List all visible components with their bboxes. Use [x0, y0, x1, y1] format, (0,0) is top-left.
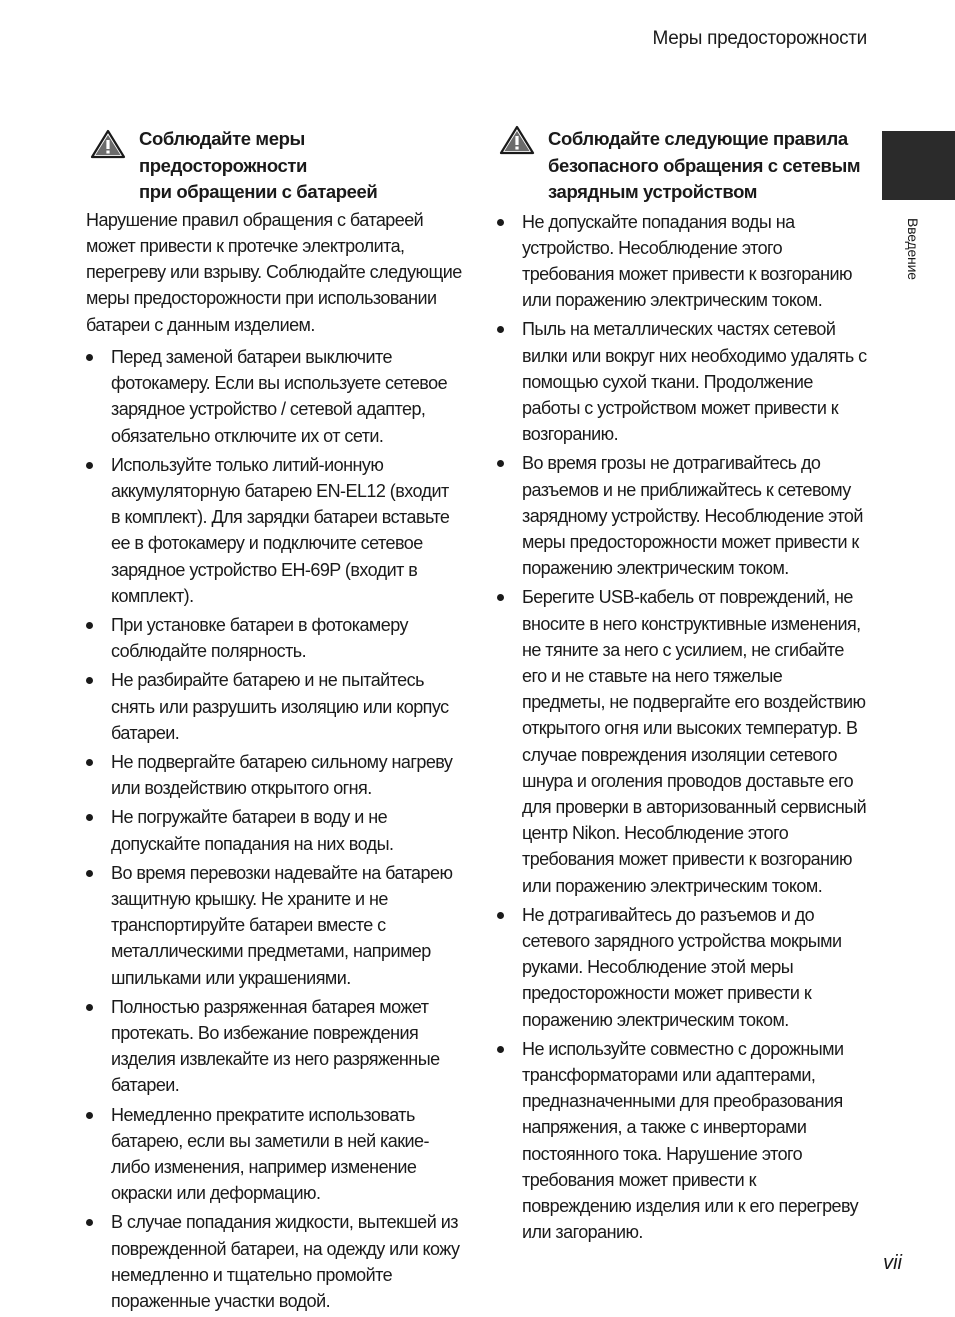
list-item — [497, 450, 869, 581]
section-title-line: Соблюдайте меры предосторожности — [139, 128, 307, 176]
list-item — [86, 612, 462, 664]
section-title — [139, 126, 462, 206]
list-item-text: Не погружайте батареи в воду и не допускайте попадания на них воды. — [111, 807, 394, 854]
section-title-line: безопасного обращения с сетевым — [548, 154, 861, 176]
warning-triangle-icon — [499, 125, 535, 155]
battery-precautions-section — [86, 125, 462, 1317]
list-item — [86, 667, 462, 746]
bullet-icon — [86, 462, 93, 469]
section-title-line: при обращении с батареей — [139, 181, 378, 202]
bullet-icon — [86, 677, 93, 684]
list-item — [86, 994, 462, 1099]
list-item-text: Во время перевозки надевайте на батарею защитную крышку. Не храните и не транспортируйте батареи вместе с металлическими предметами, например шпильками или украшениями. — [111, 862, 453, 988]
bullet-icon — [86, 870, 93, 877]
page-number: vii — [883, 1252, 902, 1274]
section-title — [548, 126, 860, 206]
section-title-line: Соблюдайте следующие правила — [548, 128, 848, 149]
section-heading — [86, 125, 462, 206]
list-item — [86, 749, 462, 801]
list-item — [86, 1102, 462, 1207]
list-item — [497, 1036, 869, 1246]
list-item-text: Не используйте совместно с дорожными трансформаторами или адаптерами, предназначенными для преобразования напряжения, а также с инверторами постоянного тока. Нарушение этого требования может привести к повреждению изделия или к его перегреву или загоранию. — [522, 1038, 859, 1243]
chapter-tab-marker — [882, 131, 955, 200]
section-title-line: зарядным устройством — [548, 181, 758, 202]
list-item-text: В случае попадания жидкости, вытекшей из поврежденной батареи, на одежду или кожу немедленно и тщательно промойте пораженные участки водой. — [111, 1212, 460, 1312]
bullet-icon — [497, 219, 504, 226]
list-item-text: Полностью разряженная батарея может протекать. Во избежание повреждения изделия извлекайте из него разряженные батареи. — [111, 996, 440, 1096]
bullet-icon — [497, 912, 504, 919]
list-item — [497, 584, 869, 898]
list-item-text: Берегите USB-кабель от повреждений, не вносите в него конструктивные изменения, не тяните за него с усилием, не сгибайте его и не ставьте на него тяжелые предметы, не подвергайте его воздействию открытого огня или высоких температур. В случае повреждения изоляции сетевого шнура и оголения проводов доставьте его для проверки в авторизованный сервисный центр Nikon. Несоблюдение этого требования может привести к возгоранию или поражению электрическим током. — [522, 587, 867, 896]
warning-triangle-icon — [90, 129, 126, 159]
bullet-icon — [497, 326, 504, 333]
list-item — [497, 316, 869, 447]
bullet-icon — [86, 622, 93, 629]
bullet-icon — [86, 1004, 93, 1011]
list-item-text: Немедленно прекратите использовать батарею, если вы заметили в ней какие-либо изменения, например изменение окраски или деформацию. — [111, 1104, 429, 1204]
section-heading — [497, 125, 869, 206]
list-item-text: Не дотрагивайтесь до разъемов и до сетевого зарядного устройства мокрыми руками. Несоблюдение этой меры предосторожности может привести к поражению электрическим током. — [522, 904, 842, 1030]
list-item — [86, 344, 462, 449]
list-item — [86, 452, 462, 609]
list-item-text: Перед заменой батареи выключите фотокамеру. Если вы используете сетевое зарядное устройство / сетевой адаптер, обязательно отключите их от сети. — [111, 346, 448, 446]
section-intro-text: Нарушение правил обращения с батареей может привести к протечке электролита, перегреву или взрыву. Соблюдайте следующие меры предосторожности при использовании батареи с данным изделием. — [86, 209, 462, 335]
list-item — [86, 860, 462, 991]
bullet-icon — [497, 594, 504, 601]
bullet-icon — [86, 1219, 93, 1226]
list-item — [86, 1209, 462, 1314]
list-item — [497, 902, 869, 1033]
bullet-icon — [86, 814, 93, 821]
charger-safety-list — [497, 209, 869, 1246]
bullet-icon — [497, 1046, 504, 1053]
bullet-icon — [86, 354, 93, 361]
list-item-text: Пыль на металлических частях сетевой вилки или вокруг них необходимо удалять с помощью сухой ткани. Продолжение работы с устройством может привести к возгоранию. — [522, 319, 867, 445]
bullet-icon — [86, 759, 93, 766]
page-header-title: Меры предосторожности — [652, 28, 867, 49]
list-item-text: Во время грозы не дотрагивайтесь до разъемов и не приближайтесь к сетевому зарядному устройству. Несоблюдение этой меры предосторожности может привести к поражению электрическим током. — [522, 453, 863, 579]
list-item — [497, 209, 869, 314]
chapter-tab-label: Введение — [905, 218, 921, 280]
list-item — [86, 804, 462, 856]
list-item-text: При установке батареи в фотокамеру соблюдайте полярность. — [111, 615, 408, 662]
list-item-text: Не допускайте попадания воды на устройство. Несоблюдение этого требования может привести к возгоранию или поражению электрическим током. — [522, 211, 852, 311]
list-item-text: Не разбирайте батарею и не пытайтесь снять или разрушить изоляцию или корпус батареи. — [111, 670, 449, 743]
charger-safety-section — [497, 125, 869, 1248]
bullet-icon — [497, 460, 504, 467]
list-item-text: Не подвергайте батарею сильному нагреву или воздействию открытого огня. — [111, 752, 453, 799]
battery-precautions-list — [86, 344, 462, 1314]
bullet-icon — [86, 1112, 93, 1119]
list-item-text: Используйте только литий-ионную аккумуляторную батарею EN-EL12 (входит в комплект). Для зарядки батареи вставьте ее в фотокамеру и подключите сетевое зарядное устройство EH-69P (входит в комплект). — [111, 454, 450, 606]
